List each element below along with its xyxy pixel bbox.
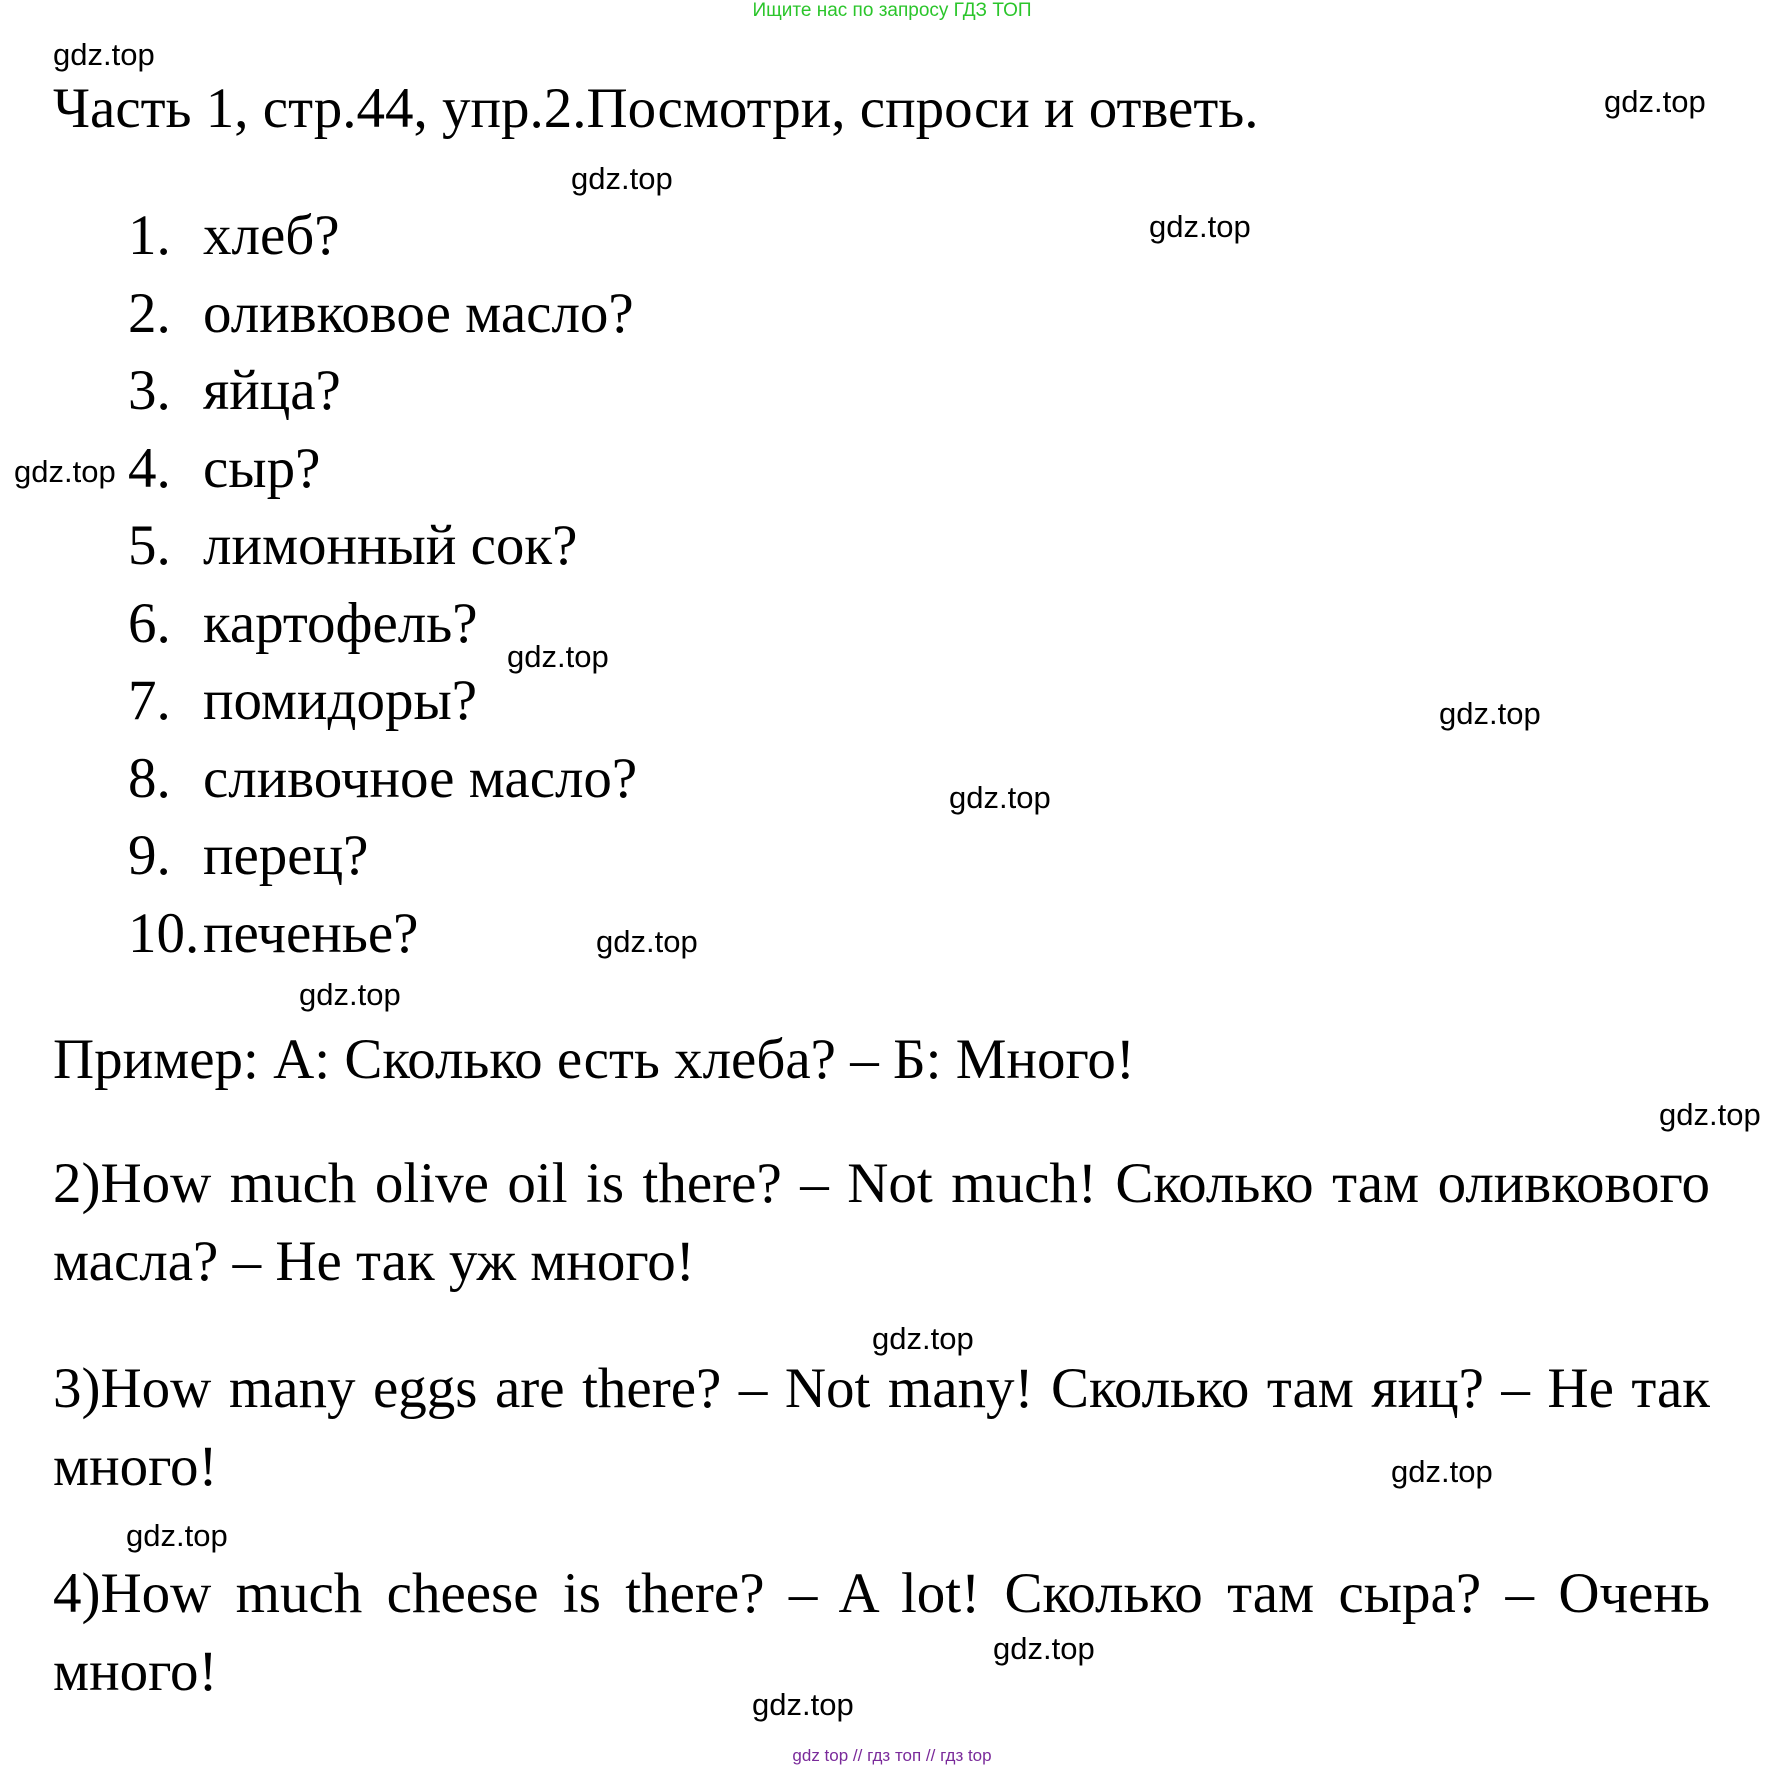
item-number: 7. bbox=[128, 669, 171, 732]
list-item bbox=[128, 817, 637, 895]
watermark: gdz.top bbox=[949, 780, 1051, 815]
item-text: сливочное масло? bbox=[203, 746, 638, 810]
item-text: оливковое масло? bbox=[203, 281, 634, 345]
watermark: gdz.top bbox=[1604, 84, 1706, 119]
answer-3: 3)How many eggs are there? – Not many! Сколько там яиц? – Не так много! bbox=[53, 1357, 1710, 1498]
item-number: 6. bbox=[128, 591, 171, 655]
watermark: gdz.top bbox=[126, 1518, 228, 1553]
item-text: перец? bbox=[203, 824, 369, 887]
list-item bbox=[128, 740, 637, 818]
list-item bbox=[128, 352, 637, 430]
item-number: 2. bbox=[128, 281, 171, 345]
item-number: 8. bbox=[128, 746, 171, 810]
watermark: gdz.top bbox=[1149, 209, 1251, 244]
item-text: хлеб? bbox=[203, 204, 340, 267]
answer-2: 2)How much olive oil is there? – Not much! Сколько там оливкового масла? – Не так уж много! bbox=[53, 1152, 1710, 1293]
item-number: 1. bbox=[128, 204, 171, 267]
footer-links[interactable]: gdz top // гдз топ // гдз top bbox=[792, 1746, 992, 1765]
watermark: gdz.top bbox=[507, 639, 609, 674]
list-item bbox=[128, 430, 637, 508]
watermark: gdz.top bbox=[993, 1631, 1095, 1666]
watermark: gdz.top bbox=[596, 924, 698, 959]
item-text: картофель? bbox=[203, 591, 478, 655]
item-number: 9. bbox=[128, 824, 171, 887]
watermark: gdz.top bbox=[571, 161, 673, 196]
page-title: Часть 1, стр.44, упр.2.Посмотри, спроси и ответь. bbox=[53, 77, 1259, 140]
search-banner[interactable]: Ищите нас по запросу ГДЗ ТОП bbox=[752, 0, 1032, 21]
watermark: gdz.top bbox=[53, 37, 155, 72]
list-item bbox=[128, 275, 637, 353]
item-text: помидоры? bbox=[203, 669, 478, 732]
item-number: 5. bbox=[128, 514, 171, 577]
item-number: 10. bbox=[128, 901, 200, 965]
watermark: gdz.top bbox=[1659, 1097, 1761, 1132]
item-text: яйца? bbox=[203, 359, 341, 422]
item-text: лимонный сок? bbox=[203, 514, 578, 577]
list-item bbox=[128, 895, 637, 973]
watermark: gdz.top bbox=[1391, 1454, 1493, 1489]
answer-4: 4)How much cheese is there? – A lot! Сколько там сыра? – Очень много! bbox=[53, 1562, 1710, 1703]
item-number: 3. bbox=[128, 359, 171, 422]
item-number: 4. bbox=[128, 436, 171, 500]
list-item bbox=[128, 507, 637, 585]
watermark: gdz.top bbox=[14, 454, 116, 489]
item-text: сыр? bbox=[203, 436, 321, 500]
item-text: печенье? bbox=[203, 901, 419, 965]
question-list bbox=[128, 197, 637, 972]
watermark: gdz.top bbox=[752, 1687, 854, 1722]
example-dialogue: Пример: А: Сколько есть хлеба? – Б: Много! bbox=[53, 1028, 1135, 1091]
watermark: gdz.top bbox=[1439, 696, 1541, 731]
watermark: gdz.top bbox=[299, 977, 401, 1012]
watermark: gdz.top bbox=[872, 1321, 974, 1356]
list-item bbox=[128, 197, 637, 275]
